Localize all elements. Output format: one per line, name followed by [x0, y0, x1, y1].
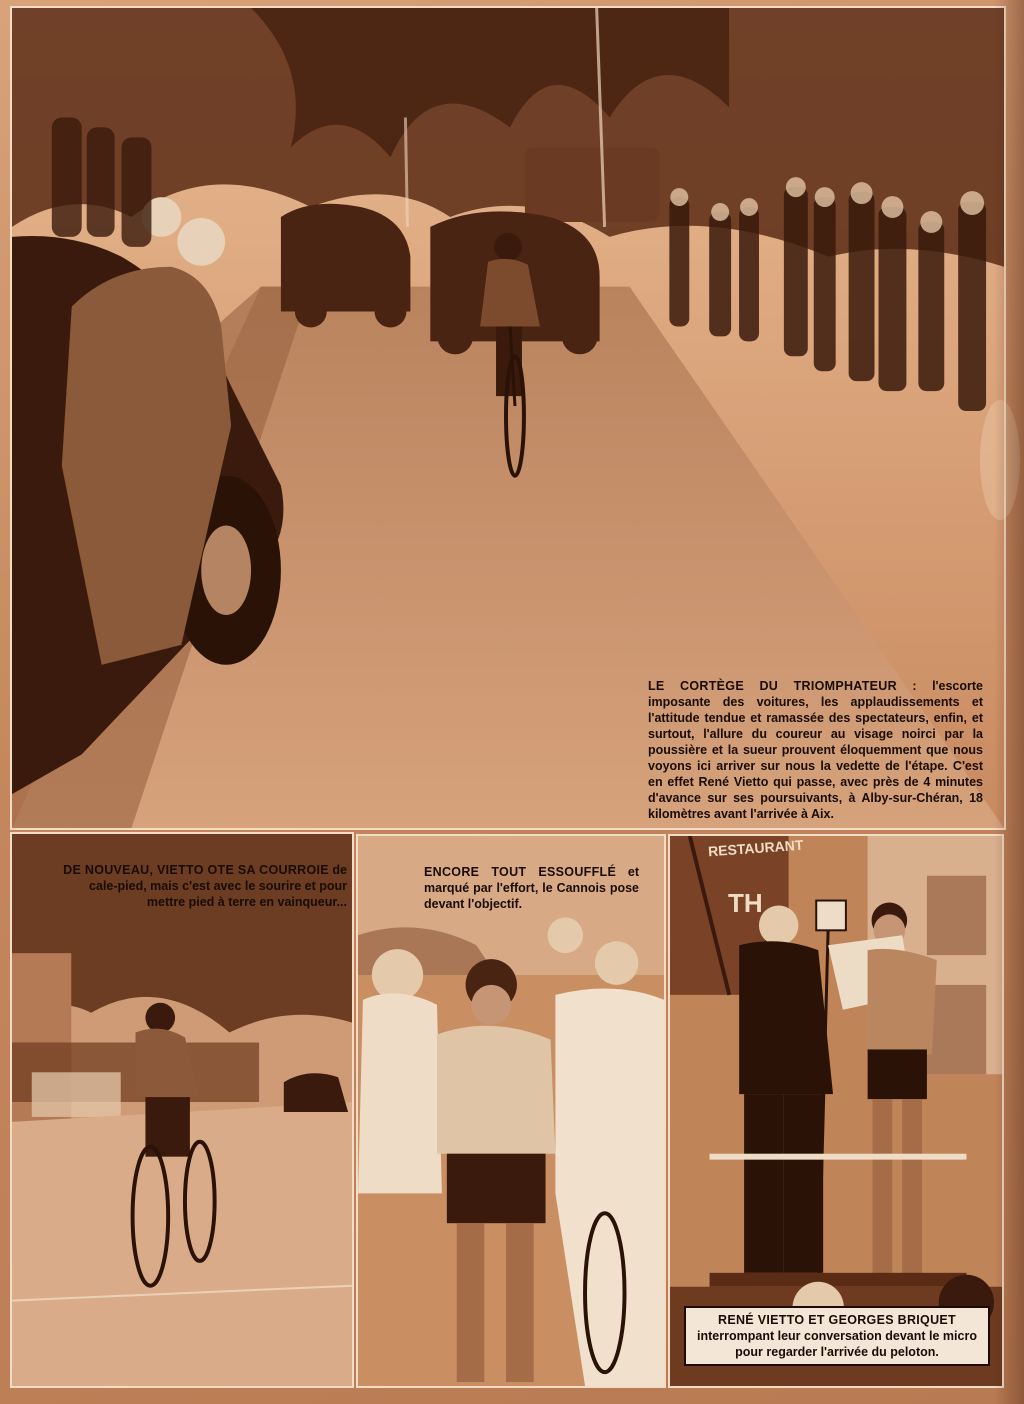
caption-bottom-left — [52, 862, 347, 910]
photo-micro-image — [670, 836, 1002, 1386]
photo-courroie — [10, 832, 354, 1388]
caption-bottom-middle-lead: ENCORE TOUT ESSOUFFLÉ — [424, 865, 617, 879]
caption-top — [648, 678, 983, 822]
caption-bottom-right — [684, 1306, 990, 1366]
restaurant-sign: RESTAURANT — [707, 836, 804, 860]
photo-micro — [668, 834, 1004, 1388]
caption-bottom-right-text: interrompant leur conversation devant le micro pour regarder l'arrivée du peloton. — [697, 1329, 977, 1359]
caption-bottom-middle-text: et marqué par l'effort, le Cannois pose devant l'objectif. — [424, 865, 639, 911]
page-edge-shadow — [994, 0, 1024, 1404]
caption-bottom-right-lead: RENÉ VIETTO ET GEORGES BRIQUET — [718, 1313, 956, 1327]
photo-essouffle-image — [358, 836, 664, 1386]
shop-letters: TH — [728, 888, 763, 918]
caption-bottom-middle — [424, 864, 639, 912]
caption-top-lead: LE CORTÈGE DU TRIOMPHATEUR : — [648, 679, 917, 693]
photo-cortege — [10, 6, 1006, 830]
caption-bottom-left-lead: DE NOUVEAU, VIETTO OTE SA COURROIE — [63, 863, 329, 877]
caption-bottom-left-text: de cale-pied, mais c'est avec le sourire et pour mettre pied à terre en vainqueur... — [89, 863, 347, 909]
photo-courroie-image — [12, 834, 352, 1386]
photo-essouffle — [356, 834, 666, 1388]
caption-top-text: l'escorte imposante des voitures, les applaudissements et l'attitude tendue et ramassée des spectateurs, enfin, et surtout, l'allure du coureur au visage noirci par la poussière et la sueur prouvent éloquemment que nous voyons ici arriver sur nous la vedette de l'étape. C'est en effet René Vietto qui passe, avec près de 4 minutes d'avance sur ses poursuivants, à Alby-sur-Chéran, 18 kilomètres avant l'arrivée à Aix. — [648, 679, 983, 821]
